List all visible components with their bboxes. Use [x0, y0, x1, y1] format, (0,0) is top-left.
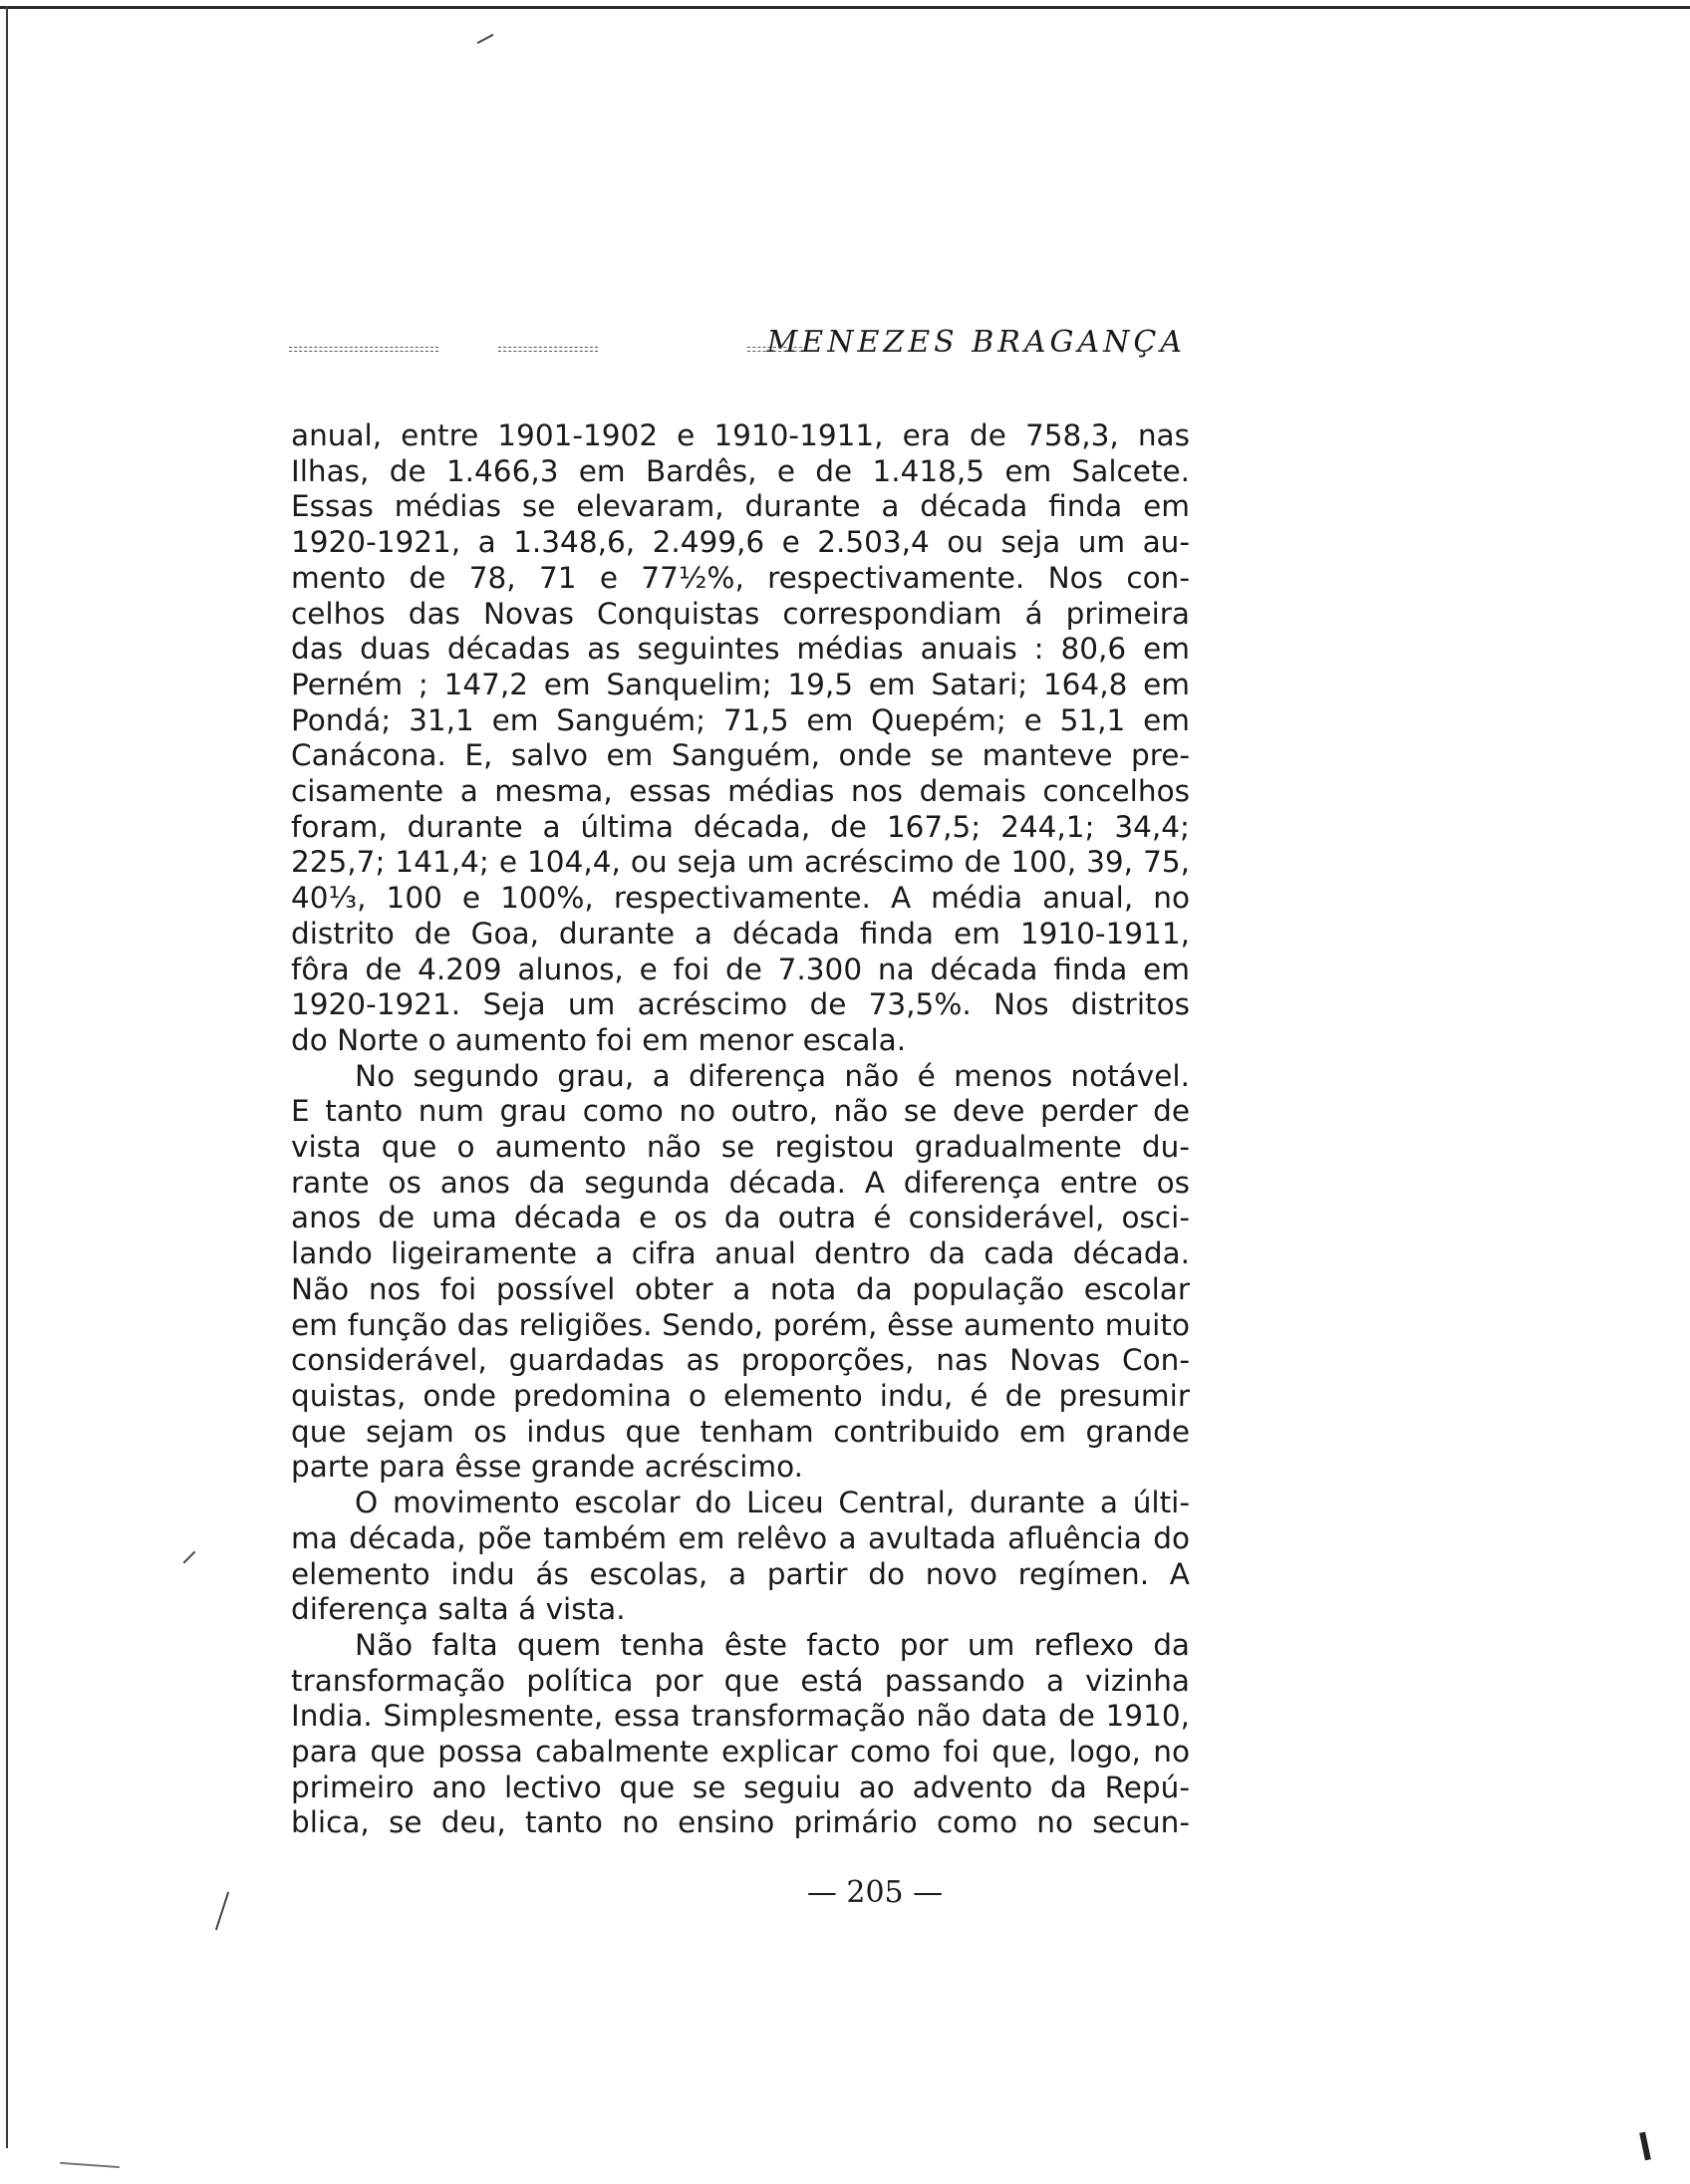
- running-head: MENEZES BRAGANÇA: [766, 325, 1186, 360]
- text-line: Ilhas, de 1.466,3 em Bardês, e de 1.418,5 em Salcete.: [291, 453, 1190, 488]
- page-number: — 205 —: [806, 1875, 944, 1910]
- text-line: Canácona. E, salvo em Sanguém, onde se manteve pre-: [291, 738, 1190, 773]
- text-line: elemento indu ás escolas, a partir do novo regímen. A: [291, 1556, 1190, 1591]
- page-top-edge: [0, 6, 1690, 9]
- header-rule: [498, 347, 598, 352]
- text-line: cisamente a mesma, essas médias nos demais concelhos: [291, 774, 1190, 809]
- scan-speck: [1639, 2132, 1651, 2161]
- scan-speck: [477, 34, 494, 44]
- text-line: diferença salta á vista.: [291, 1592, 626, 1627]
- text-line: que sejam os indus que tenham contribuido em grande: [291, 1414, 1190, 1449]
- text-line: O movimento escolar do Liceu Central, durante a últi-: [355, 1486, 1190, 1520]
- text-line: mento de 78, 71 e 77½%, respectivamente. Nos con-: [291, 560, 1190, 595]
- page-header: [289, 317, 1186, 367]
- text-line: distrito de Goa, durante a década finda em 1910-1911,: [291, 916, 1190, 951]
- text-line: fôra de 4.209 alunos, e foi de 7.300 na década finda em: [291, 952, 1190, 986]
- scan-speck: [183, 1551, 196, 1564]
- scan-speck: [60, 2162, 120, 2168]
- text-line: Não falta quem tenha êste facto por um reflexo da: [355, 1627, 1190, 1662]
- text-line: anos de uma década e os da outra é considerável, osci-: [291, 1201, 1190, 1235]
- text-line: quistas, onde predomina o elemento indu, é de presumir: [291, 1378, 1190, 1413]
- text-line: anual, entre 1901-1902 e 1910-1911, era de 758,3, nas: [291, 418, 1190, 452]
- body-text: [291, 418, 1190, 1841]
- text-line: lando ligeiramente a cifra anual dentro da cada década.: [291, 1236, 1190, 1271]
- text-line: primeiro ano lectivo que se seguiu ao advento da Repú-: [291, 1770, 1190, 1804]
- text-line: Não nos foi possível obter a nota da população escolar: [291, 1271, 1190, 1306]
- text-line: para que possa cabalmente explicar como foi que, logo, no: [291, 1735, 1190, 1770]
- text-line: 1920-1921. Seja um acréscimo de 73,5%. Nos distritos: [291, 987, 1190, 1022]
- text-line: ma década, põe também em relêvo a avultada afluência do: [291, 1520, 1190, 1555]
- text-line: India. Simplesmente, essa transformação não data de 1910,: [291, 1699, 1190, 1734]
- text-line: em função das religiões. Sendo, porém, êsse aumento muito: [291, 1307, 1190, 1342]
- text-line: Essas médias se elevaram, durante a década finda em: [291, 489, 1190, 524]
- text-line: No segundo grau, a diferença não é menos notável.: [355, 1058, 1190, 1093]
- text-line: 40⅓, 100 e 100%, respectivamente. A média anual, no: [291, 881, 1190, 916]
- text-line: Pondá; 31,1 em Sanguém; 71,5 em Quepém; e 51,1 em: [291, 702, 1190, 737]
- text-line: vista que o aumento não se registou gradualmente du-: [291, 1130, 1190, 1165]
- text-line: 1920-1921, a 1.348,6, 2.499,6 e 2.503,4 ou seja um au-: [291, 525, 1190, 560]
- text-line: celhos das Novas Conquistas correspondiam á primeira: [291, 596, 1190, 631]
- text-line: das duas décadas as seguintes médias anuais : 80,6 em: [291, 632, 1190, 667]
- text-line: blica, se deu, tanto no ensino primário como no secun-: [291, 1805, 1190, 1840]
- text-line: foram, durante a última década, de 167,5; 244,1; 34,4;: [291, 809, 1190, 844]
- text-line: transformação política por que está passando a vizinha: [291, 1663, 1190, 1698]
- text-line: rante os anos da segunda década. A diferença entre os: [291, 1165, 1190, 1200]
- text-line: considerável, guardadas as proporções, nas Novas Con-: [291, 1343, 1190, 1378]
- text-line: E tanto num grau como no outro, não se deve perder de: [291, 1094, 1190, 1129]
- page-left-edge: [6, 6, 8, 2148]
- text-line: parte para êsse grande acréscimo.: [291, 1450, 804, 1485]
- text-line: do Norte o aumento foi em menor escala.: [291, 1022, 907, 1057]
- text-line: 225,7; 141,4; e 104,4, ou seja um acréscimo de 100, 39, 75,: [291, 845, 1190, 880]
- text-line: Perném ; 147,2 em Sanquelim; 19,5 em Satari; 164,8 em: [291, 667, 1190, 701]
- header-rule: [289, 347, 438, 352]
